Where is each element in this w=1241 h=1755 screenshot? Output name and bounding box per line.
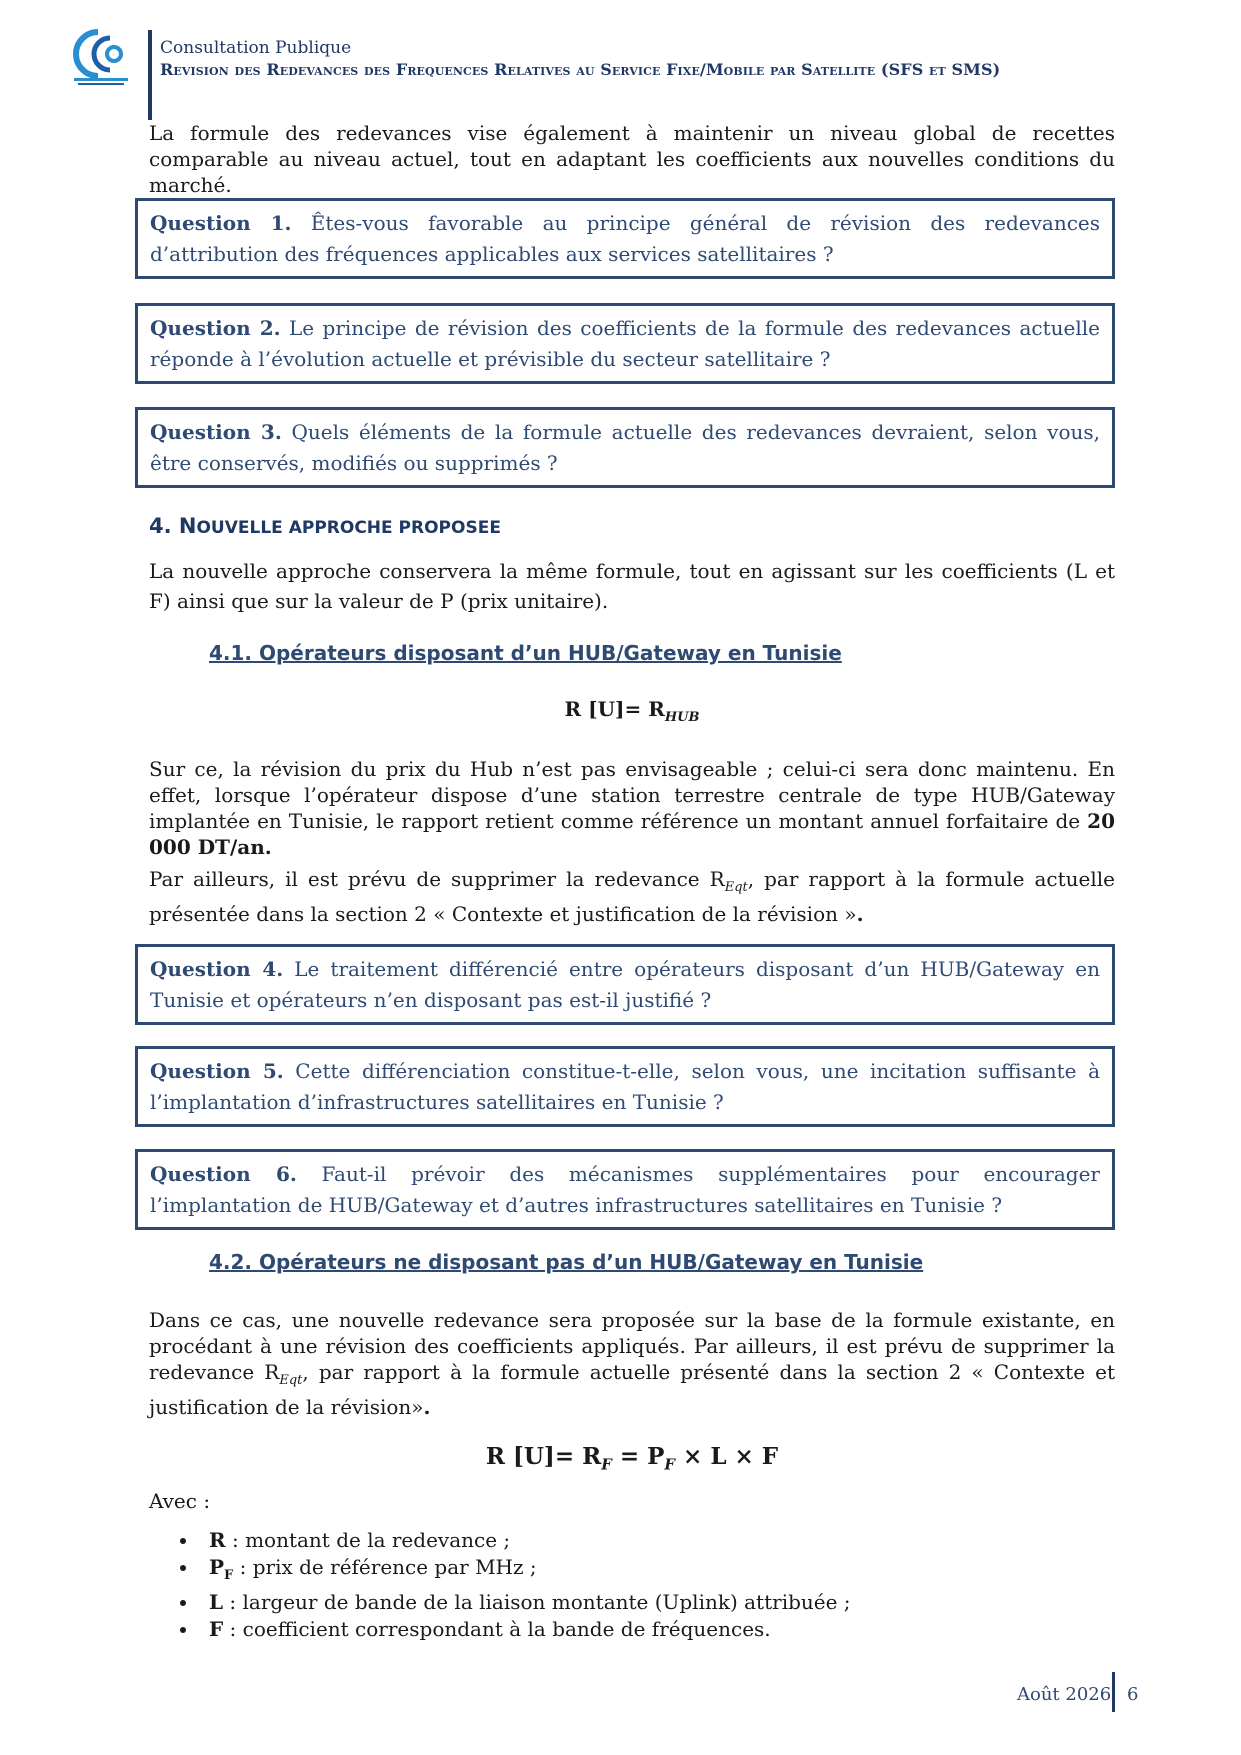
intro-paragraph: La formule des redevances vise également à maintenir un niveau global de recettes comparable au niveau actuel, tout en adaptant les coefficients aux nouvelles conditions du marché. [149,121,1115,197]
question-text: Le traitement différencié entre opérateurs disposant d’un HUB/Gateway en Tunisie et opérateurs n’en disposant pas est-il justifié ? [150,957,1100,1012]
question-label: Question 6. [150,1162,297,1186]
definition-list [149,1527,1115,1643]
question-label: Question 2. [150,316,281,340]
question-box-3 [135,407,1115,488]
agency-logo-icon [68,26,134,86]
question-text: Faut-il prévoir des mécanismes supplémentaires pour encourager l’implantation de HUB/Gateway et d’autres infrastructures satellitaires en Tunisie ? [150,1162,1100,1217]
question-label: Question 3. [150,420,282,444]
footer-divider [1112,1672,1115,1712]
section-title: 4. NOUVELLE APPROCHE PROPOSEE [149,514,501,538]
req-paragraph: Par ailleurs, il est prévu de supprimer la redevance $R_{Eqt}$, par rapport à la formule actuelle présentée dans la section 2 « Contexte et justification de la révision ». [149,867,1116,926]
question-text: Quels éléments de la formule actuelle des redevances devraient, selon vous, être conservés, modifiés ou supprimés ? [150,420,1100,475]
question-text: Êtes-vous favorable au principe général de révision des redevances d’attribution des fréquences applicables aux services satellitaires ? [150,211,1100,266]
section-intro: La nouvelle approche conservera la même formule, tout en agissant sur les coefficients (L et F) ainsi que sur la valeur de P (prix unitaire). [149,559,1115,613]
header-document-title: Revision des Redevances des Frequences Relatives au Service Fixe/Mobile par Satellite (SFS et SMS) [160,60,1001,79]
question-text: Le principe de révision des coefficients de la formule des redevances actuelle réponde à l’évolution actuelle et prévisible du secteur satellitaire ? [150,316,1101,371]
question-label: Question 5. [150,1059,284,1083]
formula-no-hub: R $[U]= R_F = P_F \times L \times F$ [485,1443,779,1474]
header-consultation: Consultation Publique [160,38,352,58]
avec-label: Avec : [149,1489,211,1513]
subsection-title-4-2: 4.2. Opérateurs ne disposant pas d’un HUB/Gateway en Tunisie [209,1250,924,1274]
footer-date: Août 2026 [1017,1684,1112,1705]
question-box-5 [135,1046,1115,1127]
list-item: • L : largeur de bande de la liaison montante (Uplink) attribuée ; [199,1589,1115,1616]
question-box-6 [135,1149,1115,1230]
list-item: • R : montant de la redevance ; [199,1527,1115,1554]
subsection-title-4-1: 4.1. Opérateurs disposant d’un HUB/Gateway en Tunisie [209,641,842,665]
page-number: 6 [1127,1684,1139,1705]
list-item: • F : coefficient correspondant à la bande de fréquences. [199,1616,1115,1643]
question-label: Question 1. [150,211,292,235]
formula-hub: R $[U]= R_{HUB}$ [564,697,700,725]
list-item: • $P_F$ : prix de référence par MHz ; [199,1554,1115,1589]
question-label: Question 4. [150,957,284,981]
question-box-4 [135,944,1115,1025]
hub-paragraph: Sur ce, la révision du prix du Hub n’est pas envisageable ; celui-ci sera donc maintenu. En effet, lorsque l’opérateur dispose d’une station terrestre centrale de type HUB/Gateway implantée en Tunisie, le rapport retient comme référence un montant annuel forfaitaire de 20 000 DT/an. [149,757,1115,859]
question-box-2 [135,303,1115,384]
question-box-1 [135,198,1115,279]
header-divider [148,30,152,120]
question-text: Cette différenciation constitue-t-elle, selon vous, une incitation suffisante à l’implantation d’infrastructures satellitaires en Tunisie ? [150,1059,1100,1114]
no-hub-paragraph: Dans ce cas, une nouvelle redevance sera proposée sur la base de la formule existante, en procédant à une révision des coefficients appliqués. Par ailleurs, il est prévu de supprimer la redevance $R_{Eqt}$, par rapport à la formule actuelle présenté dans la section 2 « Contexte et justification de la révision». [149,1308,1115,1419]
